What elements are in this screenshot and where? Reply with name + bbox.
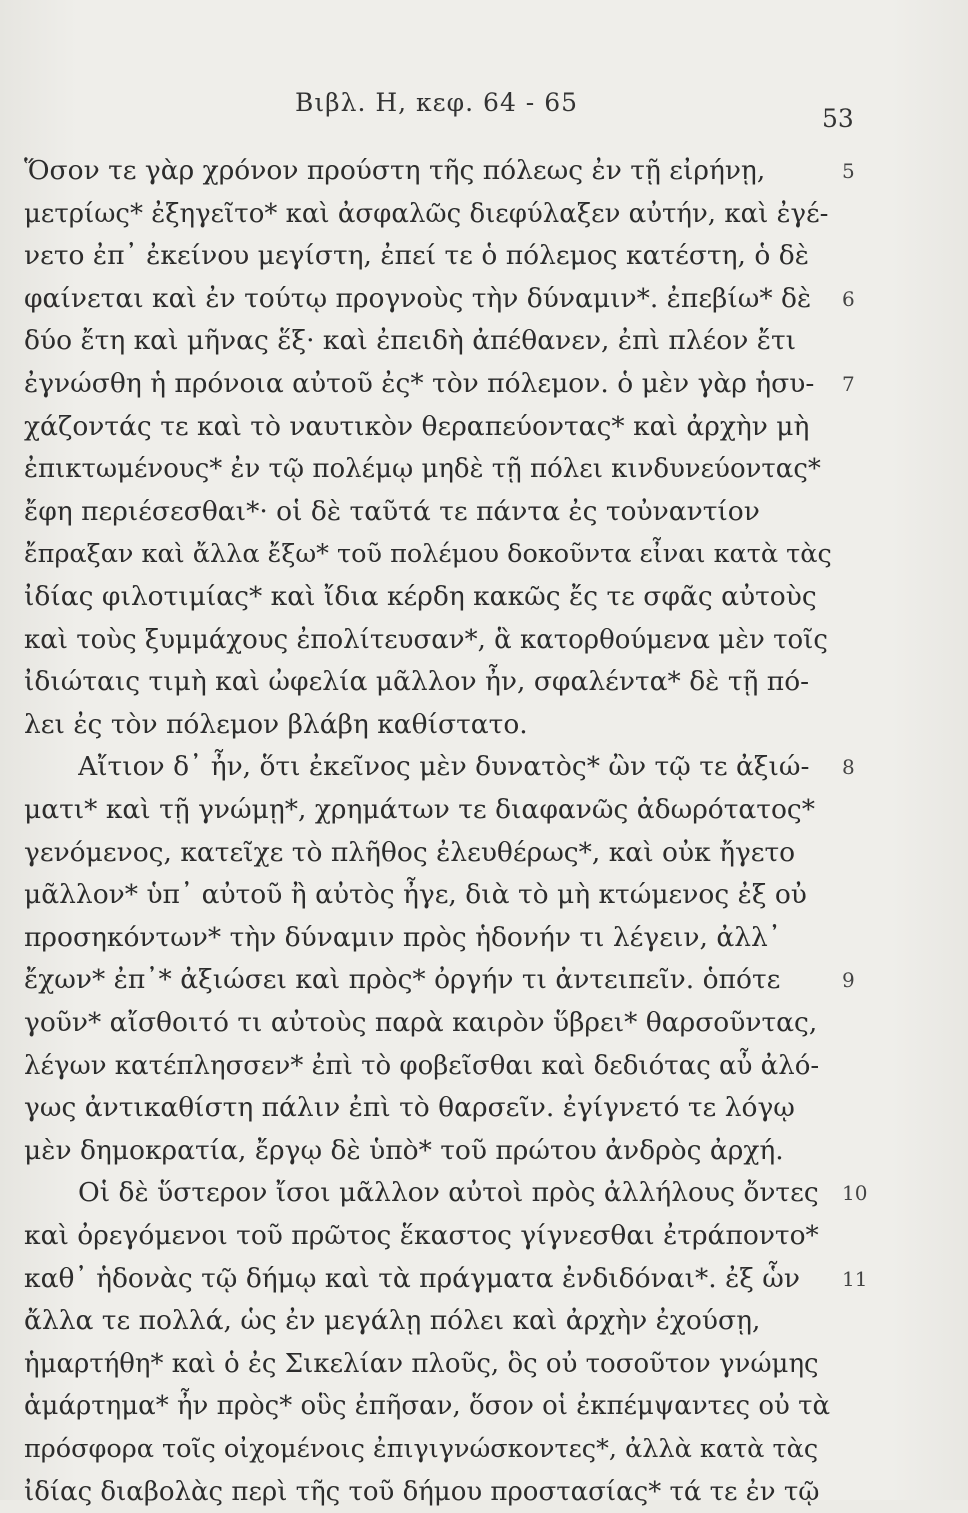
line-text: καὶ ὀρεγόμενοι τοῦ πρῶτος ἕκαστος γίγνεσθαι ἐτράποντο*: [24, 1220, 819, 1251]
section-number: 6: [842, 286, 855, 311]
line-text: Ὅσον τε γὰρ χρόνον προύστη τῆς πόλεως ἐν τῇ εἰρήνῃ,: [24, 155, 766, 186]
line-text: φαίνεται καὶ ἐν τούτῳ προγνοὺς τὴν δύναμιν*. ἐπεβίω* δὲ: [24, 282, 812, 314]
text-line: [0, 533, 968, 575]
text-line: [0, 746, 968, 788]
line-text: ἁμάρτημα* ἦν πρὸς* οὓς ἐπῆσαν, ὅσον οἱ ἐκπέμψαντες οὐ τὰ: [24, 1391, 831, 1422]
line-text: ἄλλα τε πολλά, ὡς ἐν μεγάλῃ πόλει καὶ ἀρχὴν ἐχούσῃ,: [24, 1305, 761, 1337]
text-line: [0, 491, 968, 533]
line-text: λει ἐς τὸν πόλεμον βλάβη καθίστατο.: [24, 708, 528, 740]
line-text: γως ἀντικαθίστη πάλιν ἐπὶ τὸ θαρσεῖν. ἐγίγνετό τε λόγῳ: [24, 1092, 795, 1124]
line-text: ἔπραξαν καὶ ἄλλα ἔξω* τοῦ πολέμου δοκοῦντα εἶναι κατὰ τὰς: [24, 539, 832, 570]
line-text: ἐπικτωμένους* ἐν τῷ πολέμῳ μηδὲ τῇ πόλει κινδυνεύοντας*: [24, 454, 821, 485]
line-text: ἔχων* ἐπ᾽* ἀξιώσει καὶ πρὸς* ὀργήν τι ἀντειπεῖν. ὁπότε: [24, 964, 781, 996]
section-number: 7: [842, 372, 855, 396]
text-line: [0, 1428, 968, 1470]
page-header: [0, 88, 968, 133]
text-line: [0, 320, 968, 362]
text-line: [0, 278, 968, 320]
line-text: καὶ τοὺς ξυμμάχους ἐπολίτευσαν*, ἃ κατορθούμενα μὲν τοῖς: [24, 624, 828, 655]
line-text: ἰδίας φιλοτιμίας* καὶ ἴδια κέρδη κακῶς ἔς τε σφᾶς αὐτοὺς: [24, 581, 817, 612]
line-text: γοῦν* αἴσθοιτό τι αὐτοὺς παρὰ καιρὸν ὕβρει* θαρσοῦντας,: [24, 1007, 818, 1038]
text-line: [0, 1385, 968, 1427]
line-text: νετο ἐπ᾽ ἐκείνου μεγίστη, ἐπεί τε ὁ πόλεμος κατέστη, ὁ δὲ: [24, 240, 809, 272]
text-line: [0, 832, 968, 874]
line-text: ἰδιώταις τιμὴ καὶ ὠφελία μᾶλλον ἦν, σφαλέντα* δὲ τῇ πό-: [24, 666, 810, 698]
line-text: μᾶλλον* ὑπ᾽ αὐτοῦ ἢ αὐτὸς ἦγε, διὰ τὸ μὴ κτώμενος ἐξ οὐ: [24, 879, 807, 911]
section-number: 10: [842, 1181, 868, 1206]
text-line: [0, 235, 968, 277]
line-text: Οἱ δὲ ὕστερον ἴσοι μᾶλλον αὐτοὶ πρὸς ἀλλήλους ὄντες: [78, 1177, 819, 1209]
section-number: 9: [842, 968, 855, 993]
text-line: [0, 363, 968, 405]
section-number: 5: [842, 159, 855, 183]
text-line: [0, 1215, 968, 1257]
page-number: 53: [822, 104, 854, 133]
line-text: ἔφη περιέσεσθαι*· οἱ δὲ ταῦτά τε πάντα ἐς τοὐναντίον: [24, 495, 760, 527]
text-line: [0, 619, 968, 661]
line-text: καθ᾽ ἡδονὰς τῷ δήμῳ καὶ τὰ πράγματα ἐνδιδόναι*. ἐξ ὧν: [24, 1262, 801, 1294]
text-line: [0, 576, 968, 618]
text-line: [0, 1130, 968, 1172]
text-line: [0, 704, 968, 746]
text-line: [0, 193, 968, 235]
line-text: λέγων κατέπλησσεν* ἐπὶ τὸ φοβεῖσθαι καὶ δεδιότας αὖ ἀλό-: [24, 1050, 820, 1081]
line-text: προσηκόντων* τὴν δύναμιν πρὸς ἡδονήν τι λέγειν, ἀλλ᾽: [24, 921, 782, 953]
line-text: ἡμαρτήθη* καὶ ὁ ἐς Σικελίαν πλοῦς, ὃς οὐ τοσοῦτον γνώμης: [24, 1348, 819, 1379]
text-line: [0, 448, 968, 490]
text-line: [0, 150, 968, 192]
line-text: ἐγνώσθη ἡ πρόνοια αὐτοῦ ἐς* τὸν πόλεμον. ὁ μὲν γὰρ ἡσυ-: [24, 368, 815, 399]
line-text: χάζοντάς τε καὶ τὸ ναυτικὸν θεραπεύοντας* καὶ ἀρχὴν μὴ: [24, 410, 810, 442]
line-text: πρόσφορα τοῖς οἰχομένοις ἐπιγιγνώσκοντες*, ἀλλὰ κατὰ τὰς: [24, 1434, 819, 1464]
text-line: [0, 789, 968, 831]
text-line: [0, 959, 968, 1001]
text-line: [0, 406, 968, 448]
text-line: [0, 1300, 968, 1342]
text-line: [0, 1002, 968, 1044]
line-text: ματι* καὶ τῇ γνώμῃ*, χρημάτων τε διαφανῶς ἀδωρότατος*: [24, 794, 816, 825]
text-line: [0, 1172, 968, 1214]
line-text: ἰδίας διαβολὰς περὶ τῆς τοῦ δήμου προστασίας* τά τε ἐν τῷ: [24, 1476, 820, 1507]
text-line: [0, 1087, 968, 1129]
line-text: Αἴτιον δ᾽ ἦν, ὅτι ἐκεῖνος μὲν δυνατὸς* ὢν τῷ τε ἀξιώ-: [78, 751, 810, 783]
text-line: [0, 874, 968, 916]
section-number: 8: [842, 755, 855, 780]
line-text: δύο ἔτη καὶ μῆνας ἕξ· καὶ ἐπειδὴ ἀπέθανεν, ἐπὶ πλέον ἔτι: [24, 325, 797, 357]
line-text: μὲν δημοκρατία, ἔργῳ δὲ ὑπὸ* τοῦ πρώτου ἀνδρὸς ἀρχή.: [24, 1134, 784, 1166]
line-text: μετρίως* ἐξηγεῖτο* καὶ ἀσφαλῶς διεφύλαξεν αὐτήν, καὶ ἐγέ-: [24, 198, 829, 229]
text-line: [0, 1471, 968, 1513]
text-line: [0, 661, 968, 703]
text-line: [0, 917, 968, 959]
text-line: [0, 1045, 968, 1087]
text-line: [0, 1258, 968, 1300]
text-line: [0, 1343, 968, 1385]
line-text: γενόμενος, κατεῖχε τὸ πλῆθος ἐλευθέρως*, καὶ οὐκ ἤγετο: [24, 836, 796, 868]
running-head: Βιβλ. Η, κεφ. 64 - 65: [295, 88, 578, 117]
section-number: 11: [842, 1266, 868, 1291]
